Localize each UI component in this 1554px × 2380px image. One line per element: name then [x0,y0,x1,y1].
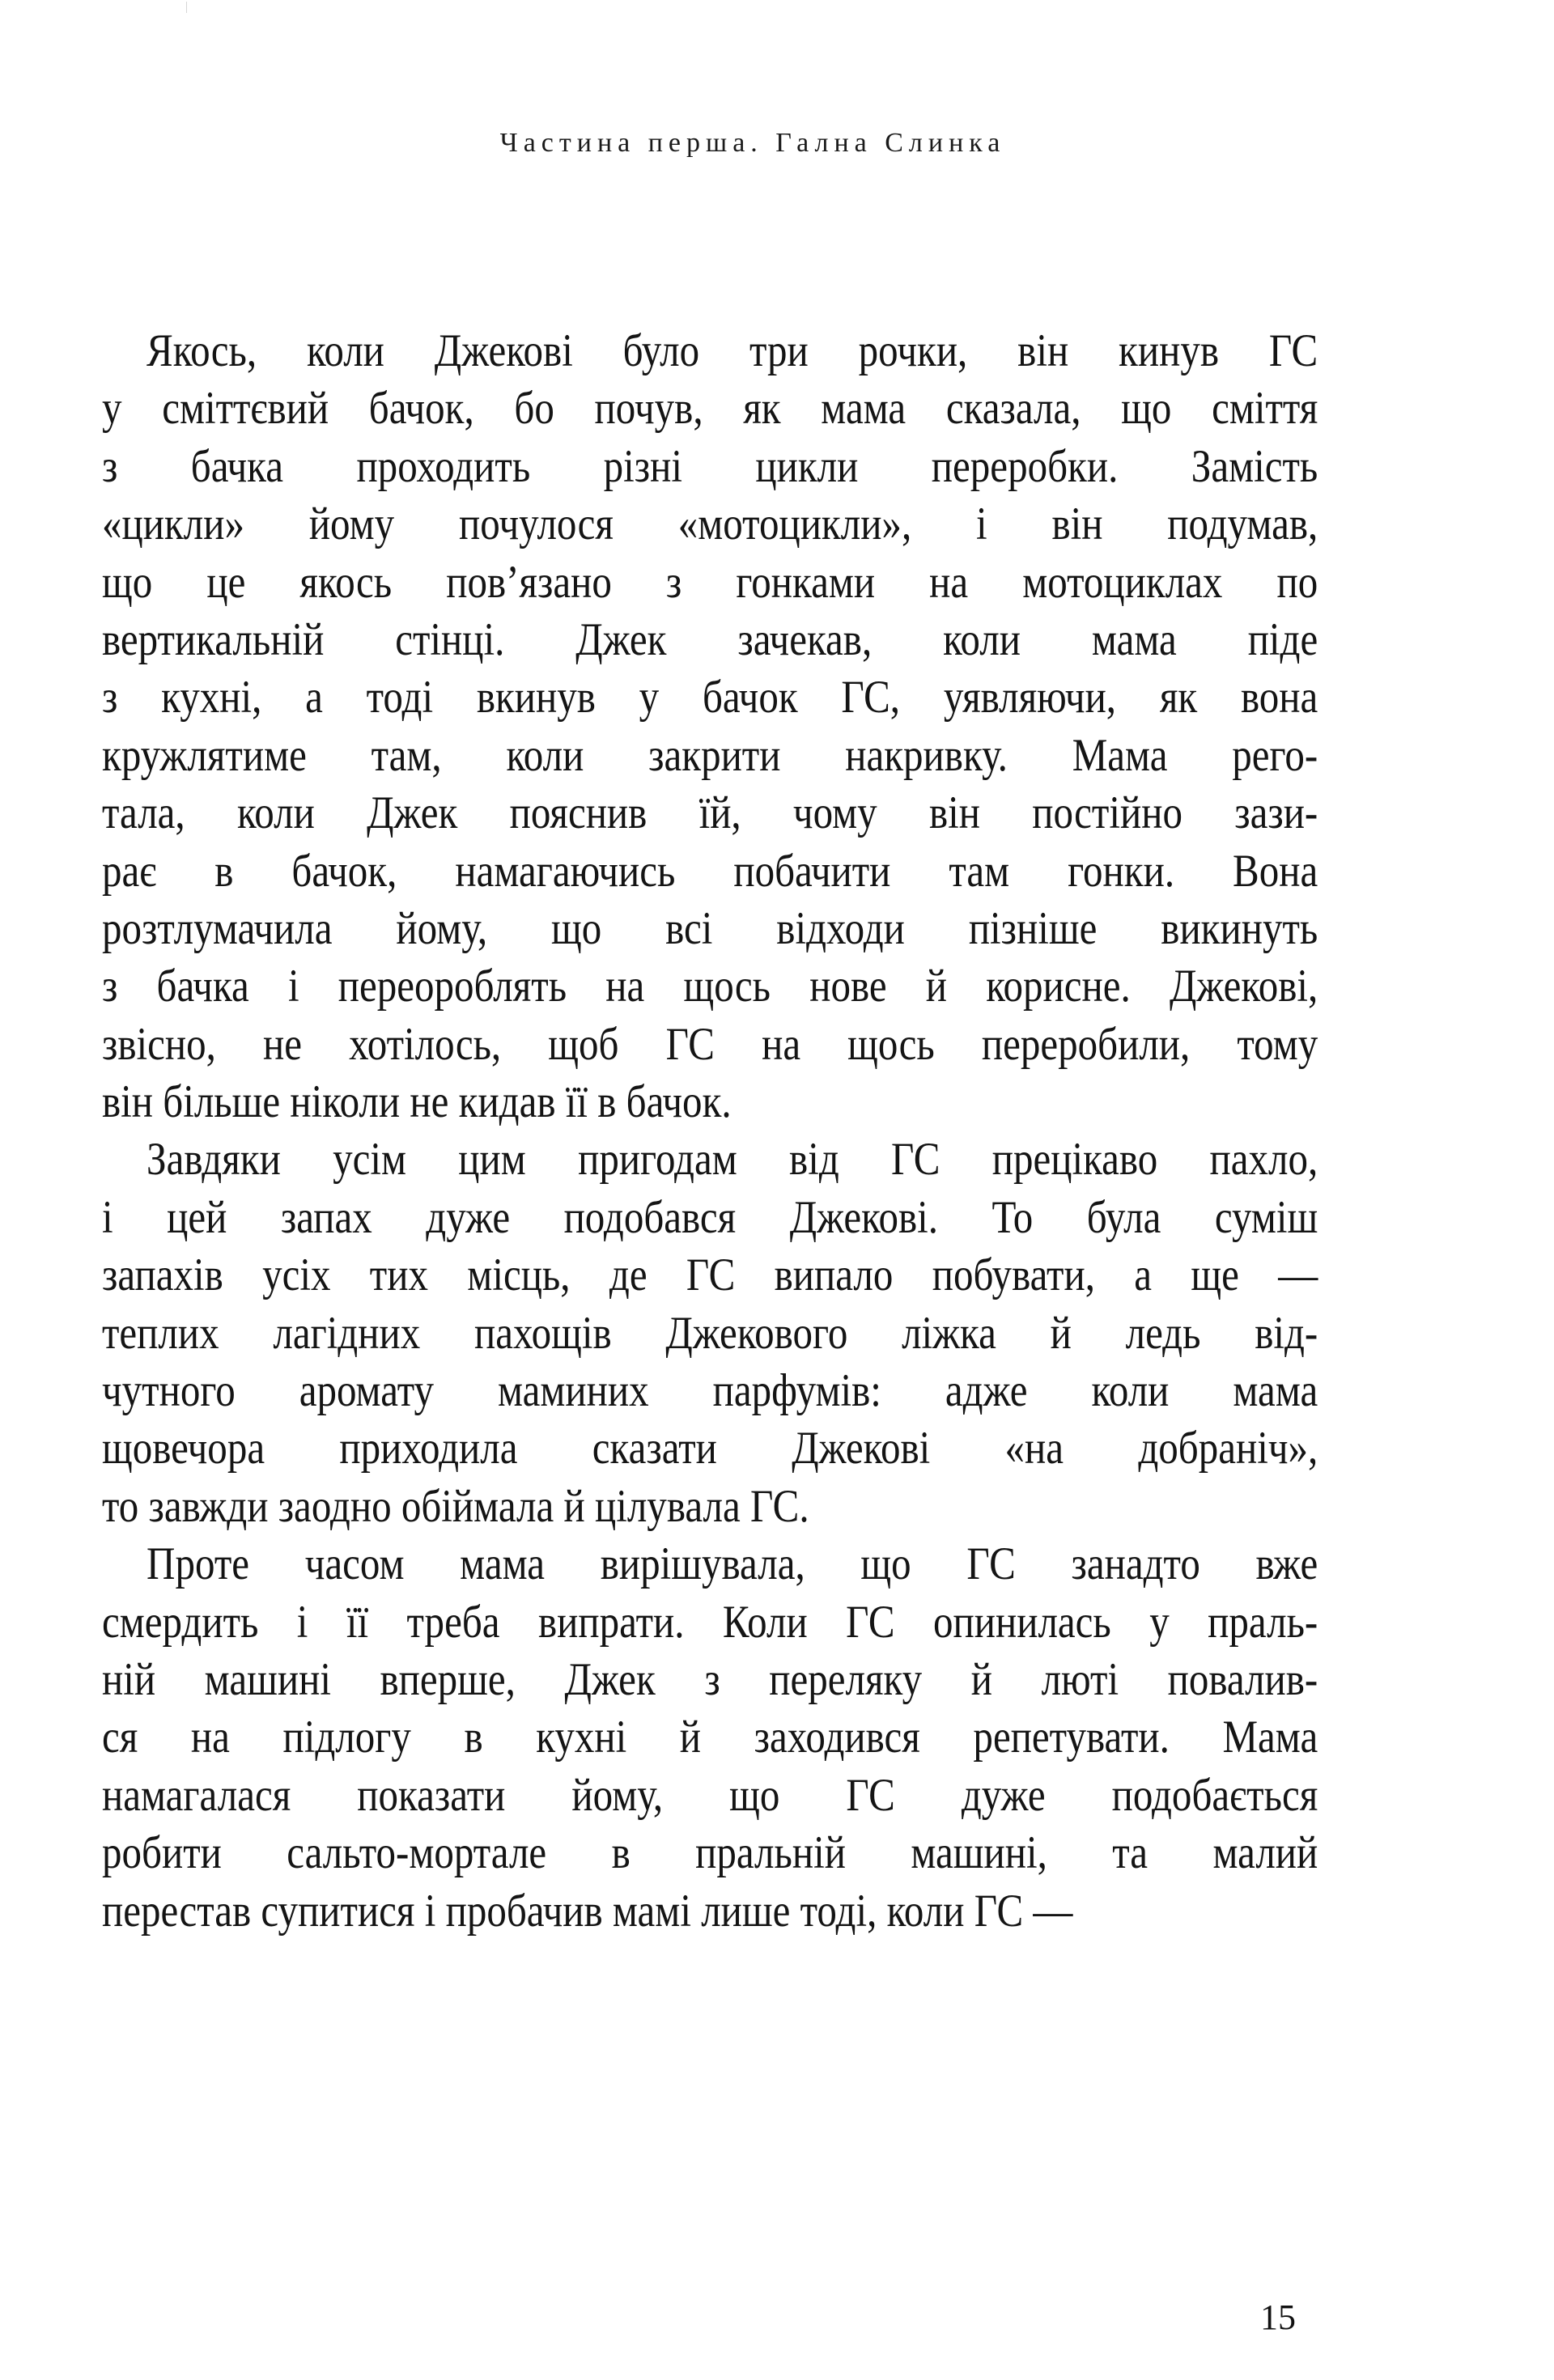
text-line: то завжди заодно обіймала й цілувала ГС. [102,1480,809,1532]
text-line: розтлумачила йому, що всі відходи пізніше викинуть [102,902,1318,954]
text-line: Якось, коли Джекові було три рочки, він кинув ГС [146,325,1318,376]
scan-mark [186,2,187,13]
text-line: з кухні, а тоді вкинув у бачок ГС, уявляючи, як вона [102,672,1318,723]
text-line: Завдяки усім цим пригодам від ГС прецікаво пахло, [146,1134,1318,1186]
text-line: робити сальто-мортале в пральній машині, та малий [102,1827,1318,1879]
page-number: 15 [1260,2297,1296,2337]
text-line: ся на підлогу в кухні й заходився репетувати. Мама [102,1712,1318,1763]
paragraph-2 [102,1131,1318,1535]
paragraph-3 [102,1535,1318,1940]
text-line: Проте часом мама вирішувала, що ГС занадто вже [146,1538,1318,1590]
text-line: запахів усіх тих місць, де ГС випало побувати, а ще — [102,1249,1318,1301]
text-line: рає в бачок, намагаючись побачити там гонки. Вона [102,845,1318,897]
text-line: звісно, не хотілось, щоб ГС на щось переробили, тому [102,1018,1318,1070]
text-line: ній машині вперше, Джек з переляку й люті повалив- [102,1653,1318,1705]
text-line: перестав супитися і пробачив мамі лише тоді, коли ГС — [102,1885,1073,1937]
text-line: щовечора приходила сказати Джекові «на добраніч», [102,1423,1318,1474]
text-line: у сміттєвий бачок, бо почув, як мама сказала, що сміття [102,383,1318,435]
paragraph-1 [102,322,1318,1131]
running-head: Частина перша. Гална Слинка [499,128,1006,158]
text-line: вертикальній стінці. Джек зачекав, коли мама піде [102,613,1318,665]
text-line: намагалася показати йому, що ГС дуже подобається [102,1769,1318,1821]
text-line: теплих лагідних пахощів Джекового ліжка й ледь від- [102,1307,1318,1359]
text-line: тала, коли Джек пояснив їй, чому він постійно зази- [102,787,1318,839]
text-line: кружлятиме там, коли закрити накривку. Мама рего- [102,729,1318,781]
text-line: що це якось пов’язано з гонками на мотоциклах по [102,556,1318,608]
text-line: і цей запах дуже подобався Джекові. То була суміш [102,1191,1318,1243]
text-line: чутного аромату маминих парфумів: адже коли мама [102,1365,1318,1417]
body-text [102,322,1318,1940]
text-line: з бачка і переороблять на щось нове й корисне. Джекові, [102,961,1318,1012]
text-line: він більше ніколи не кидав її в бачок. [102,1076,732,1128]
text-line: «цикли» йому почулося «мотоцикли», і він подумав, [102,498,1318,550]
text-line: смердить і її треба випрати. Коли ГС опинилась у праль- [102,1596,1318,1648]
text-line: з бачка проходить різні цикли переробки. Замість [102,440,1318,492]
